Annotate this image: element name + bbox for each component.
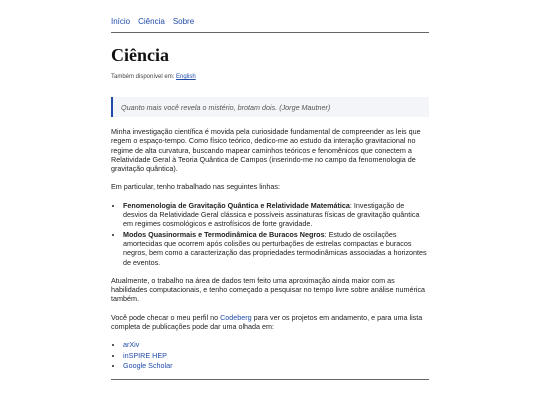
google-scholar-link[interactable]: Google Scholar [123, 360, 173, 370]
list-item [123, 340, 429, 349]
research-line-text: : Estudo de oscilações amortecidas que ocorrem após colisões ou perturbações de estrelas compactas e buracos negros, bem como a caracterização das propriedades termodinâmicas associadas a horizontes de eventos. [123, 229, 427, 267]
arxiv-link[interactable]: arXiv [123, 340, 140, 350]
top-nav-wrap [111, 0, 429, 33]
page-title: Ciência [111, 45, 169, 65]
also-available-label: Também disponível em: [111, 74, 175, 80]
current-work-paragraph: Atualmente, o trabalho na área de dados tem feito uma aproximação ainda maior com as habilidades computacionais, e tenho começado a pesquisar no tempo livre sobre análise numérica também. [111, 275, 426, 304]
codeberg-link[interactable]: Codeberg [220, 312, 252, 322]
english-link[interactable]: English [176, 74, 196, 80]
language-availability [111, 74, 429, 80]
intro-paragraph: Minha investigação científica é movida pela curiosidade fundamental de compreender as leis que regem o espaço-tempo. Como físico teórico, dedico-me ao estudo da interação gravitacional no regime de alta curvatura, buscando mapear caminhos teóricos e fenomênicos que conectem a Relatividade Geral à Teoria Quântica de Campos (inserindo-me no campo da fenomenologia de gravitação quântica). [111, 127, 421, 174]
profile-paragraph [111, 313, 429, 332]
profile-text-before: Você pode checar o meu perfil no [111, 312, 221, 322]
research-line-item [123, 201, 429, 229]
nav-link-ciencia[interactable]: Ciência [138, 17, 165, 26]
research-line-title: Fenomenologia de Gravitação Quântica e Relatividade Matemática [123, 200, 350, 210]
inspire-hep-link[interactable]: inSPIRE HEP [123, 350, 167, 360]
lines-intro-paragraph: Em particular, tenho trabalhado nas seguintes linhas: [111, 182, 281, 192]
research-line-item [123, 230, 429, 267]
research-lines-list [111, 201, 429, 267]
top-nav [111, 4, 429, 33]
page-container [111, 0, 429, 385]
quote-block [111, 97, 429, 117]
footer-divider [111, 379, 429, 385]
publication-links-list [111, 340, 429, 370]
quote-text: Quanto mais você revela o mistério, brotam dois. (Jorge Mautner) [121, 102, 331, 112]
nav-link-inicio[interactable]: Início [111, 17, 131, 26]
research-line-title: Modos Quasinormais e Termodinâmica de Buracos Negros [123, 229, 325, 239]
research-line-text: : Investigação de desvios da Relatividade Geral clássica e possíveis assinaturas físicas de gravitação quântica em regimes cosmológicos e astrofísicos de forte gravidade. [123, 200, 420, 229]
list-item [123, 351, 429, 360]
list-item [123, 361, 429, 370]
nav-link-sobre[interactable]: Sobre [172, 17, 195, 26]
profile-text-after: para ver os projetos em andamento, e para uma lista completa de publicações pode dar uma olhada em: [111, 312, 423, 332]
